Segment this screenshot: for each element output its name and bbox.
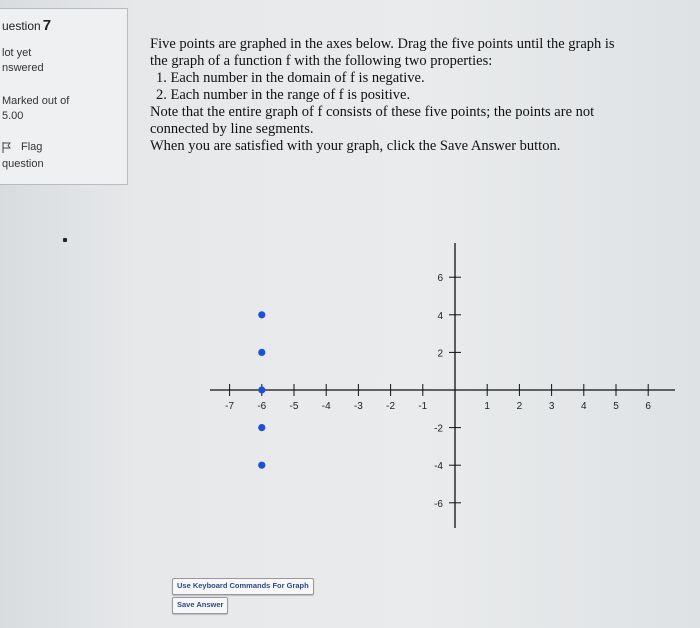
question-number: 7	[42, 17, 52, 34]
x-tick-label: -1	[418, 401, 428, 412]
x-tick-label: -5	[289, 401, 299, 412]
flag-label-question[interactable]: question	[2, 158, 44, 170]
status-line-2: nswered	[2, 62, 44, 74]
y-tick-label: -2	[434, 423, 443, 435]
question-title	[2, 17, 51, 34]
x-tick-label: 4	[581, 401, 587, 412]
y-tick-label: 4	[437, 310, 443, 322]
question-line: Note that the entire graph of f consists of these five points; the points are not	[150, 104, 595, 120]
graph-point[interactable]	[258, 349, 265, 356]
status-line-1: lot yet	[2, 47, 32, 59]
x-tick-label: 6	[645, 401, 651, 412]
y-tick-label: 2	[437, 348, 443, 360]
graph-point[interactable]	[258, 462, 265, 469]
graph-point[interactable]	[258, 386, 265, 393]
keyboard-commands-button[interactable]: Use Keyboard Commands For Graph	[172, 578, 314, 595]
marked-value: 5.00	[2, 110, 24, 122]
marked-label: Marked out of	[2, 95, 70, 107]
question-line: connected by line segments.	[150, 121, 314, 137]
y-tick-label: 6	[437, 273, 443, 285]
flag-question-link[interactable]	[2, 141, 42, 153]
question-line: the graph of a function f with the following two properties:	[150, 53, 493, 69]
x-tick-label: -4	[321, 401, 331, 412]
question-line: When you are satisfied with your graph, click the Save Answer button.	[150, 138, 561, 154]
x-tick-label: 1	[484, 401, 490, 412]
question-line: 1. Each number in the domain of f is negative.	[156, 70, 425, 86]
x-tick-label: 3	[548, 401, 555, 412]
save-answer-button[interactable]: Save Answer	[172, 597, 228, 614]
x-tick-label: 5	[613, 401, 619, 412]
page-marker	[63, 238, 67, 242]
flag-label: Flag	[21, 141, 43, 153]
question-line: 2. Each number in the range of f is positive.	[156, 87, 411, 103]
flag-icon	[2, 142, 11, 153]
graph-point[interactable]	[258, 424, 265, 431]
question-line: Five points are graphed in the axes below. Drag the five points until the graph is	[150, 36, 615, 52]
coordinate-plane[interactable]	[150, 238, 695, 623]
question-info-panel	[0, 8, 128, 185]
question-label: uestion	[2, 19, 41, 33]
y-tick-label: -6	[434, 498, 443, 510]
x-tick-label: -3	[353, 401, 363, 412]
graph-point[interactable]	[258, 311, 265, 318]
question-text	[150, 36, 690, 155]
x-tick-label: 2	[516, 401, 523, 412]
graph-area[interactable]	[150, 238, 695, 623]
x-tick-label: -7	[225, 401, 235, 412]
x-tick-label: -6	[257, 401, 267, 412]
x-tick-label: -2	[386, 401, 396, 412]
y-tick-label: -4	[434, 461, 443, 473]
